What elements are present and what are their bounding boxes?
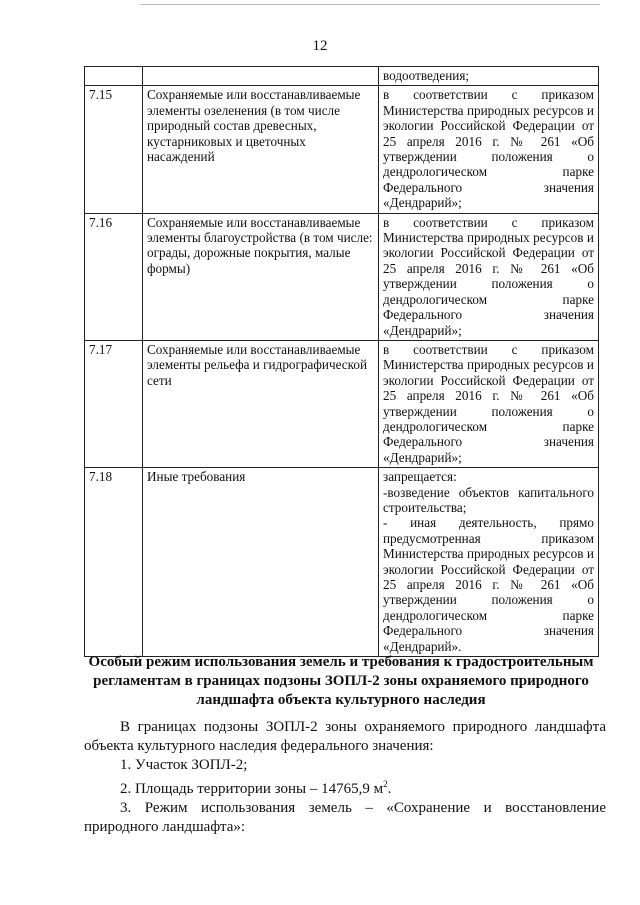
requirement-line: Министерства природных ресурсов и <box>383 102 594 118</box>
requirement-line: -возведение объектов капитального <box>383 484 594 500</box>
requirement-line: Министерства природных ресурсов и <box>383 230 594 246</box>
table-row <box>85 468 599 657</box>
requirement-line: Федерального значения <box>383 434 594 450</box>
requirement-line: утверждении положения о <box>383 149 594 165</box>
requirement-line: экологии Российской Федерации от <box>383 372 594 388</box>
requirement-line: Федерального значения <box>383 623 594 639</box>
requirement-line: строительства; <box>383 499 467 515</box>
cell-requirement <box>379 468 599 657</box>
requirement-line: «Дендрарий»; <box>383 449 462 465</box>
intro-paragraph: В границах подзоны ЗОПЛ-2 зоны охраняемого природного ландшафта объекта культурного наследия федерального значения: <box>84 719 606 754</box>
cell-num: 7.17 <box>85 340 143 467</box>
requirement-line: предусмотренная приказом <box>383 530 594 546</box>
table-row-continuation <box>85 67 599 86</box>
area-text: 2. Площадь территории зоны – 14765,9 м <box>120 781 384 797</box>
cell-num: 7.18 <box>85 468 143 657</box>
requirement-line: Федерального значения <box>383 179 594 195</box>
area-unit-exponent: 2 <box>383 779 388 789</box>
requirement-line: 25 апреля 2016 г. № 261 «Об <box>383 260 594 276</box>
requirement-line: 25 апреля 2016 г. № 261 «Об <box>383 133 594 149</box>
requirement-line: в соответствии с приказом <box>383 87 594 103</box>
list-item-3: 3. Режим использования земель – «Сохранение и восстановление природного ландшафта»: <box>84 800 606 835</box>
requirement-line: экологии Российской Федерации от <box>383 245 594 261</box>
cell-num <box>85 67 143 86</box>
requirement-line: дендрологическом парке <box>383 607 594 623</box>
cell-name: Сохраняемые или восстанавливаемые элементы озеленения (в том числе природный состав древесных, кустарниковых и цветочных насаждений <box>143 86 379 213</box>
cell-name: Иные требования <box>143 468 379 657</box>
cell-num: 7.15 <box>85 86 143 213</box>
requirement-line: в соответствии с приказом <box>383 214 594 230</box>
page-number: 12 <box>312 38 328 54</box>
requirement-line: - иная деятельность, прямо <box>383 515 594 531</box>
requirement-line: запрещается: <box>383 469 457 485</box>
requirement-line: Министерства природных ресурсов и <box>383 357 594 373</box>
requirement-line: Федерального значения <box>383 307 594 323</box>
requirement-line: утверждении положения о <box>383 276 594 292</box>
cell-requirement <box>379 213 599 340</box>
list-item-2 <box>84 775 606 799</box>
requirement-line: дендрологическом парке <box>383 418 594 434</box>
requirement-line: дендрологическом парке <box>383 291 594 307</box>
requirement-line: экологии Российской Федерации от <box>383 118 594 134</box>
cell-num: 7.16 <box>85 213 143 340</box>
cell-requirement <box>379 86 599 213</box>
table-row <box>85 213 599 340</box>
regulation-table <box>84 66 599 657</box>
cell-name: Сохраняемые или восстанавливаемые элементы благоустройства (в том числе: ограды, дорожные покрытия, малые формы) <box>143 213 379 340</box>
section-title: Особый режим использования земель и требования к градостроительным регламентам в границах подзоны ЗОПЛ-2 зоны охраняемого природного ландшафта объекта культурного наследия <box>88 654 594 708</box>
requirement-line: «Дендрарий»; <box>383 195 462 211</box>
cell-requirement <box>379 340 599 467</box>
table-row <box>85 86 599 213</box>
requirement-line: 25 апреля 2016 г. № 261 «Об <box>383 577 594 592</box>
requirement-line: дендрологическом парке <box>383 164 594 180</box>
cell-name: Сохраняемые или восстанавливаемые элементы рельефа и гидрографической сети <box>143 340 379 467</box>
top-scan-line <box>140 4 600 5</box>
table-row <box>85 340 599 467</box>
area-end: . <box>387 781 392 797</box>
requirement-line: экологии Российской Федерации от <box>383 561 594 577</box>
cell-requirement: водоотведения; <box>379 67 599 86</box>
requirement-line: «Дендрарий». <box>383 638 462 654</box>
requirement-line: утверждении положения о <box>383 403 594 419</box>
requirement-line: «Дендрарий»; <box>383 322 462 338</box>
requirement-line: Министерства природных ресурсов и <box>383 546 594 562</box>
body-text <box>84 718 606 837</box>
requirement-line: утверждении положения о <box>383 592 594 608</box>
list-item-1: 1. Участок ЗОПЛ-2; <box>120 757 248 773</box>
requirement-line: 25 апреля 2016 г. № 261 «Об <box>383 388 594 404</box>
requirement-line: в соответствии с приказом <box>383 341 594 357</box>
cell-name <box>143 67 379 86</box>
